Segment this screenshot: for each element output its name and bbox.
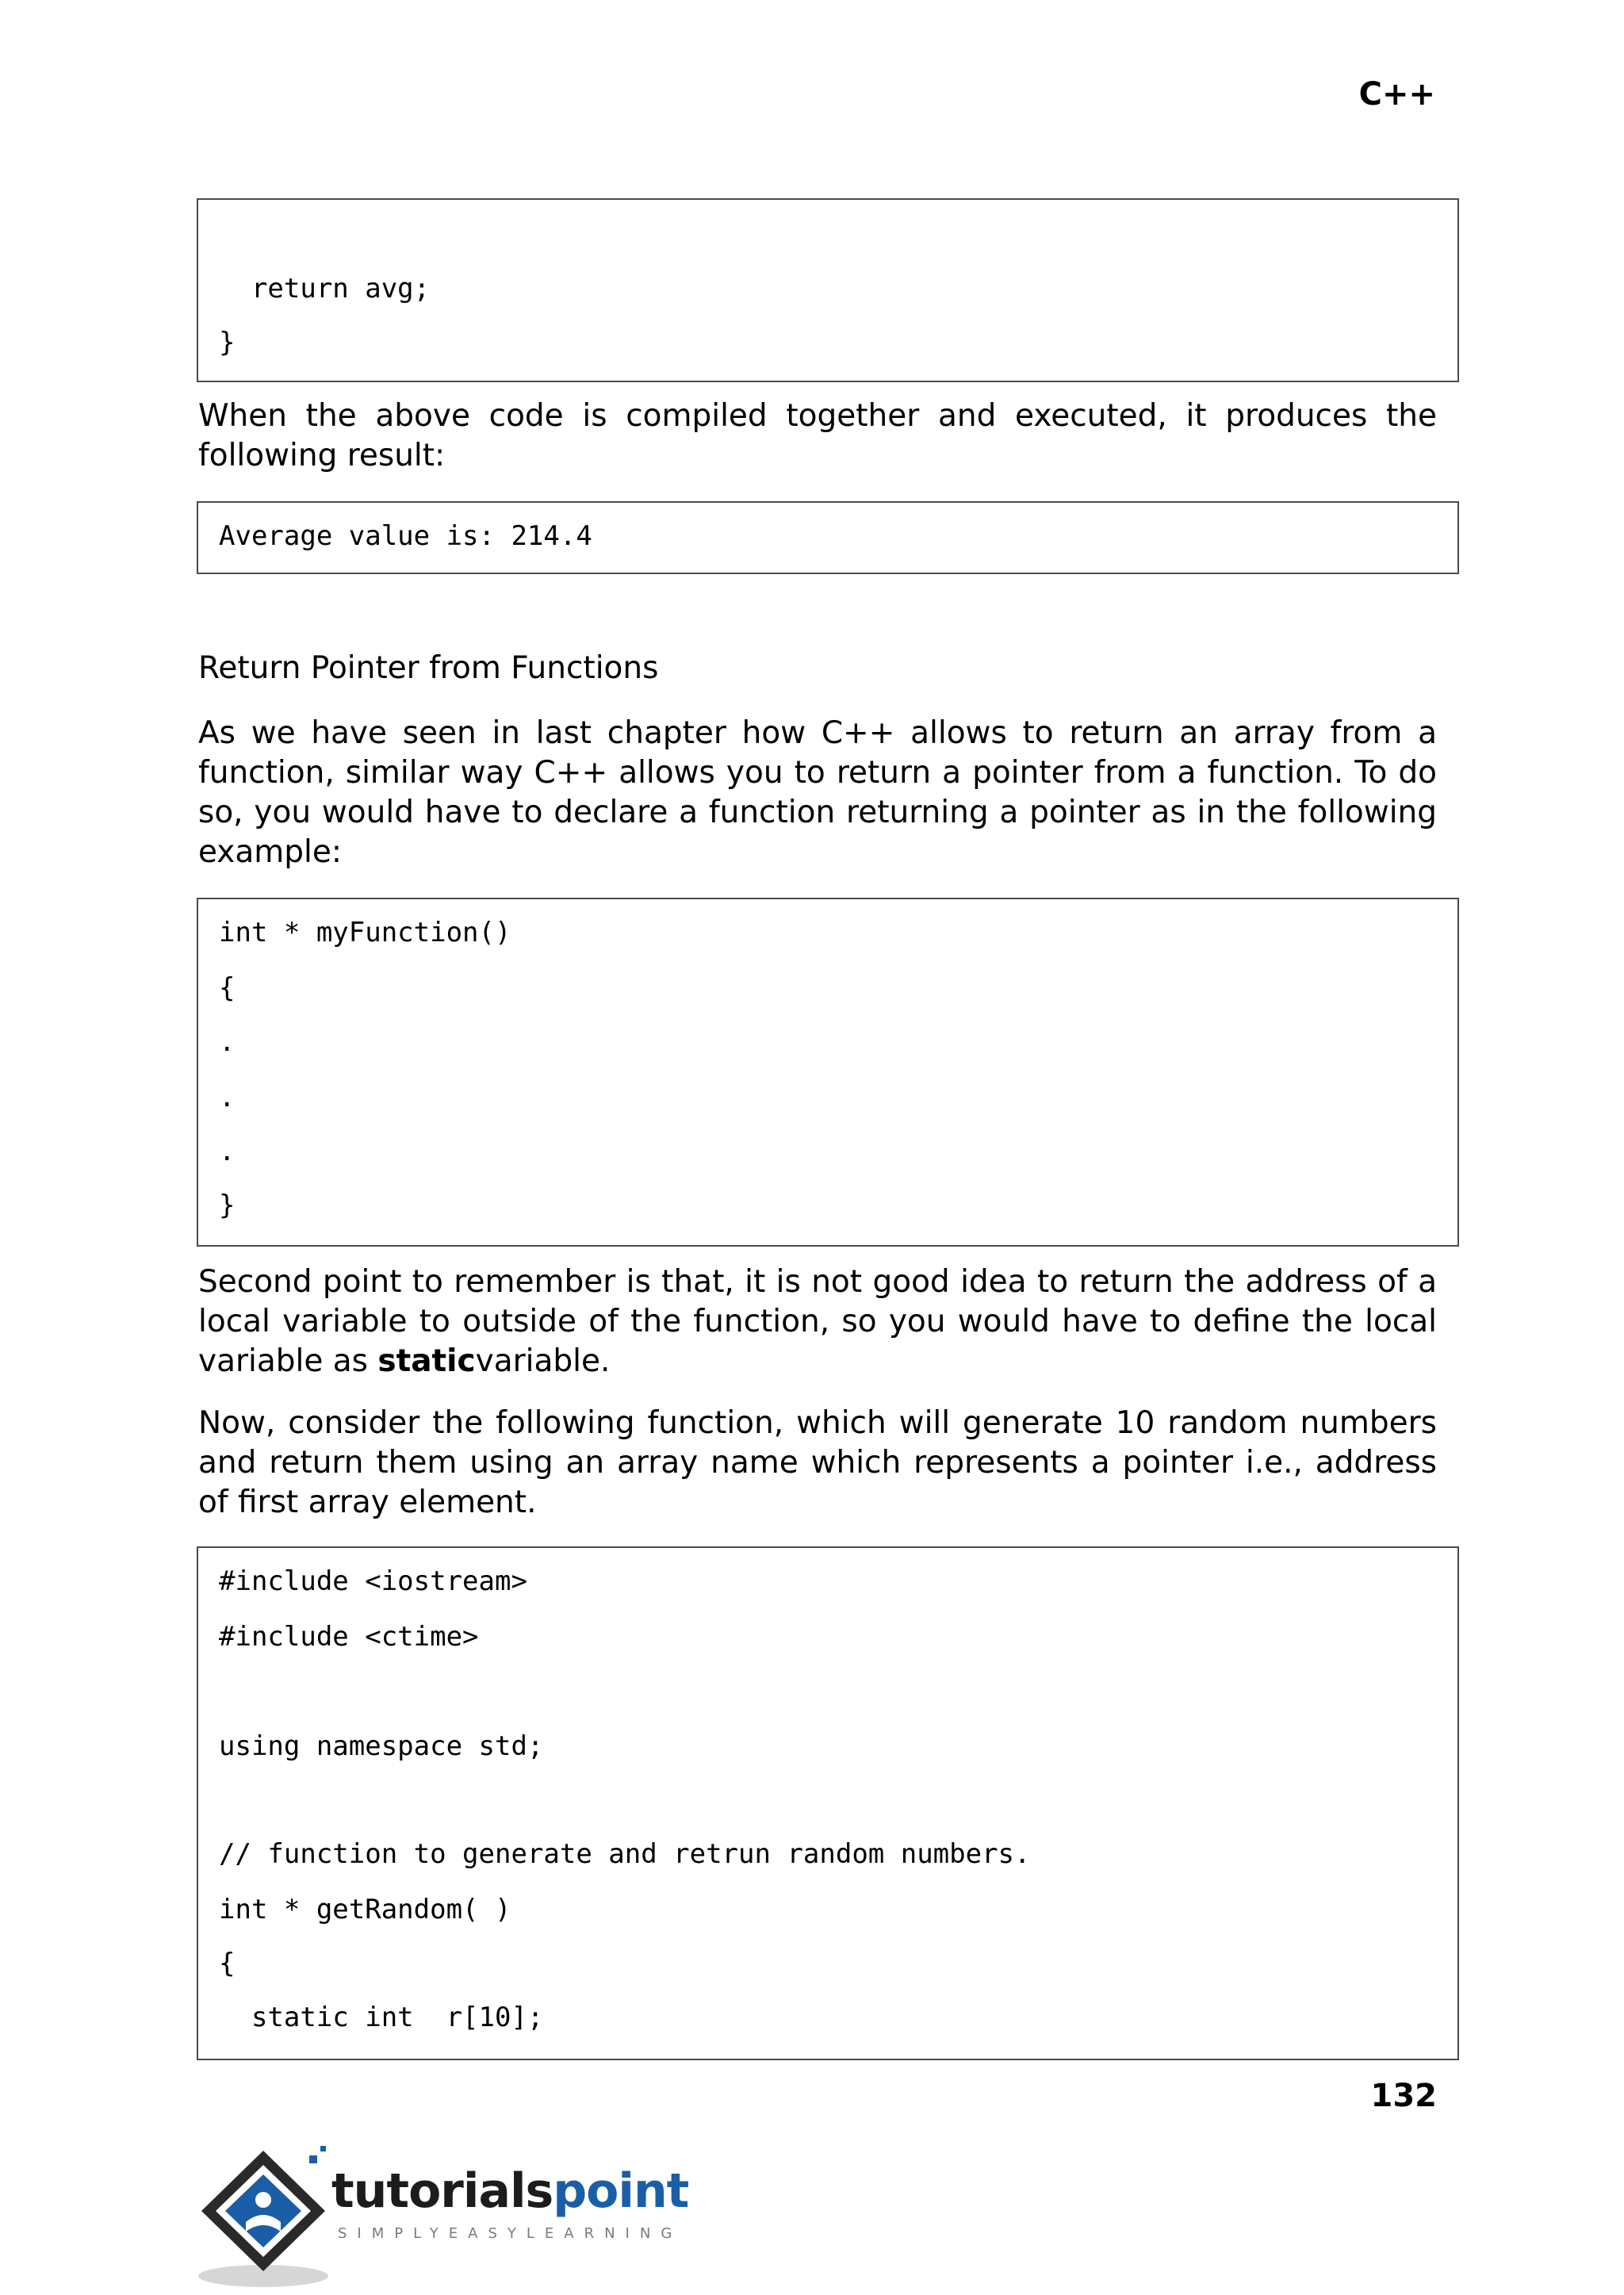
code-line: return avg; (219, 273, 431, 305)
code-line: . (219, 1026, 236, 1058)
running-header: C++ (1358, 76, 1435, 113)
logo-diamond-icon (190, 2133, 349, 2292)
code-line: int * myFunction() (219, 917, 511, 948)
code-block-myfunction (197, 898, 1459, 1247)
code-line: // function to generate and retrun random numbers. (219, 1838, 1031, 1870)
code-line: } (219, 1190, 236, 1221)
code-line: static int r[10]; (219, 2002, 544, 2033)
logo-word-tutorials: tutorials (331, 2163, 553, 2219)
code-line: #include <ctime> (219, 1621, 479, 1653)
logo-wordmark (331, 2163, 688, 2219)
code-line: { (219, 972, 236, 1004)
logo-tagline: SIMPLYEASYLEARNING (338, 2225, 683, 2242)
logo-word-point: point (553, 2163, 689, 2219)
code-block-continuation (197, 198, 1459, 382)
page-number: 132 (1370, 2078, 1437, 2114)
code-block-getrandom (197, 1546, 1459, 2060)
paragraph-text: Second point to remember is that, it is not good idea to return the address of a local variable to outside of the function, so you would have to define the local variable as (198, 1264, 1437, 1379)
code-line: using namespace std; (219, 1730, 544, 1762)
code-line: . (219, 1136, 236, 1167)
code-line: #include <iostream> (219, 1565, 527, 1597)
paragraph-random-numbers: Now, consider the following function, which will generate 10 random numbers and return them using an array name which represents a pointer i.e., address of first array element. (198, 1405, 1437, 1520)
paragraph-result-intro: When the above code is compiled together and executed, it produces the following result: (198, 398, 1437, 473)
tutorialspoint-logo (190, 2133, 698, 2292)
code-line: { (219, 1948, 236, 1979)
paragraph-text: variable. (475, 1343, 611, 1379)
output-line: Average value is: 214.4 (219, 520, 592, 552)
paragraph-return-pointer: As we have seen in last chapter how C++ allows to return an array from a function, similar way C++ allows you to return a pointer from a function. To do so, you would have to declare a function returning a pointer as in the following example: (198, 715, 1437, 870)
output-block (197, 501, 1459, 574)
bold-keyword: static (377, 1343, 476, 1379)
code-line: . (219, 1082, 236, 1113)
section-heading: Return Pointer from Functions (198, 650, 659, 686)
code-line: int * getRandom( ) (219, 1894, 511, 1925)
paragraph-static-variable (198, 1262, 1437, 1381)
code-line: } (219, 327, 236, 358)
